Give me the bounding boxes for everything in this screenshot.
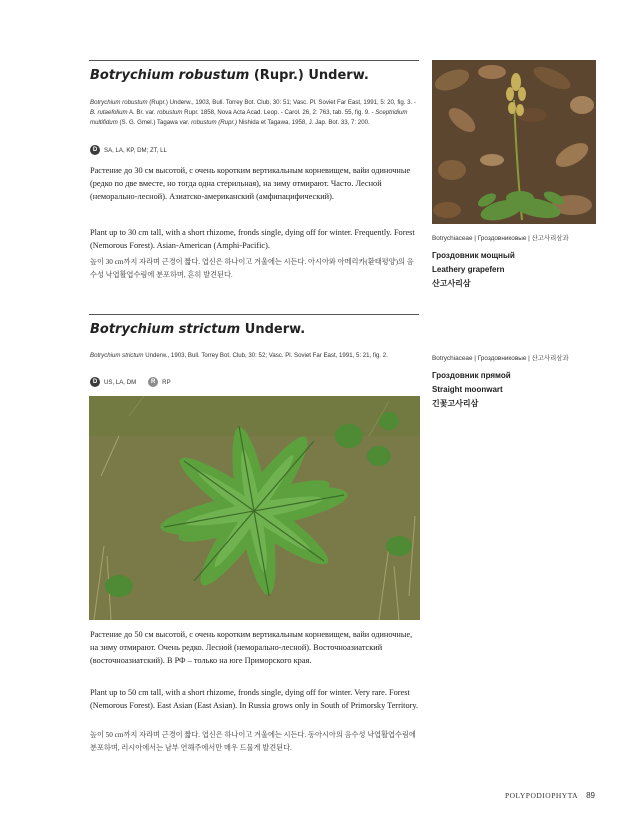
distribution-badge-d: D bbox=[90, 145, 100, 155]
common-name-kr: 산고사리삼 bbox=[432, 279, 471, 288]
common-names-1 bbox=[432, 249, 515, 291]
common-name-en: Straight moonwart bbox=[432, 385, 503, 394]
citation-2 bbox=[90, 351, 420, 361]
citation-run: robustum (Rupr.) bbox=[191, 119, 237, 126]
citation-run: (S. G. Gmel.) Tagawa var. bbox=[117, 119, 192, 126]
citation-run: Underw., 1903, Bull. Torrey Bot. Club, 30: 52; Vasc. Pl. Soviet Far East, 1991, 5: 21, fig. 2. bbox=[143, 352, 388, 359]
page-footer bbox=[505, 791, 595, 800]
citation-run: B. rutaefolium bbox=[90, 109, 128, 116]
description-en-1: Plant up to 30 cm tall, with a short rhizome, fronds single, dying off for winter. Frequently. Forest (Nemorous Forest). Asian-American (Amphi-Pacific). bbox=[90, 228, 415, 250]
photo-botrychium-strictum bbox=[89, 396, 420, 620]
species-title-2: Botrychium strictum Underw. bbox=[90, 322, 306, 337]
citation-run: Sceptridium multifidum bbox=[90, 109, 408, 126]
common-name-kr: 긴꽃고사리삼 bbox=[432, 399, 479, 408]
distribution-1 bbox=[90, 145, 167, 155]
common-name-en: Leathery grapefern bbox=[432, 265, 505, 274]
citation-run: Botrychium robustum bbox=[90, 99, 148, 106]
page-number: 89 bbox=[586, 791, 595, 800]
description-ru-1: Растение до 30 см высотой, с очень коротким вертикальным корневищем, вайи одиночные (редко по две вместе, но тогда одна стерильная), на зиму отмирают. Часто. Лесной (неморально-лесной). Азиатско-американский (амфипацифический). bbox=[90, 166, 411, 201]
section-rule-2 bbox=[89, 314, 419, 315]
citation-run: (Rupr.) Underw., 1903, Bull. Torrey Bot. Club, 30: 51; Vasc. Pl. Soviet Far East, 1991, 5: 20, fig. 3. - bbox=[147, 99, 416, 106]
common-names-2 bbox=[432, 369, 511, 411]
distribution-badge-r: R bbox=[148, 377, 158, 387]
photo-botrychium-robustum bbox=[432, 60, 596, 224]
family-label-1: Botrychiaceae | Гроздовниковые | 산고사리삼과 bbox=[432, 235, 569, 242]
description-ru-2: Растение до 50 см высотой, с очень коротким вертикальным корневищем, вайи одиночные, на зиму отмирают. Очень редко. Лесной (неморально-лесной). Восточноазиатский (восточноазиатский). В РФ – только на юге Приморского края. bbox=[90, 630, 413, 665]
description-kr-1: 높이 30 cm까지 자라며 근경이 짧다. 엽신은 하나이고 겨울에는 시든다. 아시아와 아메리카(환태평양)의 음수성 낙엽활엽수림에 분포하며, 흔히 발견된다. bbox=[90, 258, 414, 279]
citation-1 bbox=[90, 98, 420, 128]
citation-run: robustum bbox=[157, 109, 183, 116]
citation-run: Rupr. 1858, Nova Acta Acad. Leop. - Carol. 26, 2: 763, tab. 55, fig. 9. - bbox=[182, 109, 376, 116]
section-rule-1 bbox=[89, 60, 419, 61]
distribution-regions-r: RP bbox=[162, 378, 171, 386]
common-name-ru: Гроздовник мощный bbox=[432, 251, 515, 260]
description-kr-2: 높이 50 cm까지 자라며 근경이 짧다. 엽신은 하나이고 겨울에는 시든다. 동아시아의 음수성 낙엽활엽수림에 분포하며, 러시아에서는 남부 연해주에서만 매우 드물게 발견된다. bbox=[90, 731, 416, 752]
citation-run: A. Br. var. bbox=[127, 109, 158, 116]
distribution-regions: US, LA, DM bbox=[104, 378, 137, 386]
distribution-regions: SA, LA, KP, DM; ZT, LL bbox=[104, 146, 167, 154]
citation-run: Nishida et Tagawa, 1958, J. Jap. Bot. 33, 7: 200. bbox=[236, 119, 370, 126]
distribution-2 bbox=[90, 377, 171, 387]
citation-run: Botrychium strictum bbox=[90, 352, 144, 359]
family-label-2: Botrychiaceae | Гроздовниковые | 산고사리삼과 bbox=[432, 355, 569, 362]
description-en-2: Plant up to 50 cm tall, with a short rhizome, fronds single, dying off for winter. Very rare. Forest (Nemorous Forest). East Asian (East Asian). In Russia grows only in South of Primorsky Territory. bbox=[90, 688, 419, 710]
common-name-ru: Гроздовник прямой bbox=[432, 371, 511, 380]
species-title-1: Botrychium robustum (Rupr.) Underw. bbox=[90, 68, 369, 83]
distribution-badge-d: D bbox=[90, 377, 100, 387]
footer-section: POLYPODIOPHYTA bbox=[504, 791, 579, 800]
